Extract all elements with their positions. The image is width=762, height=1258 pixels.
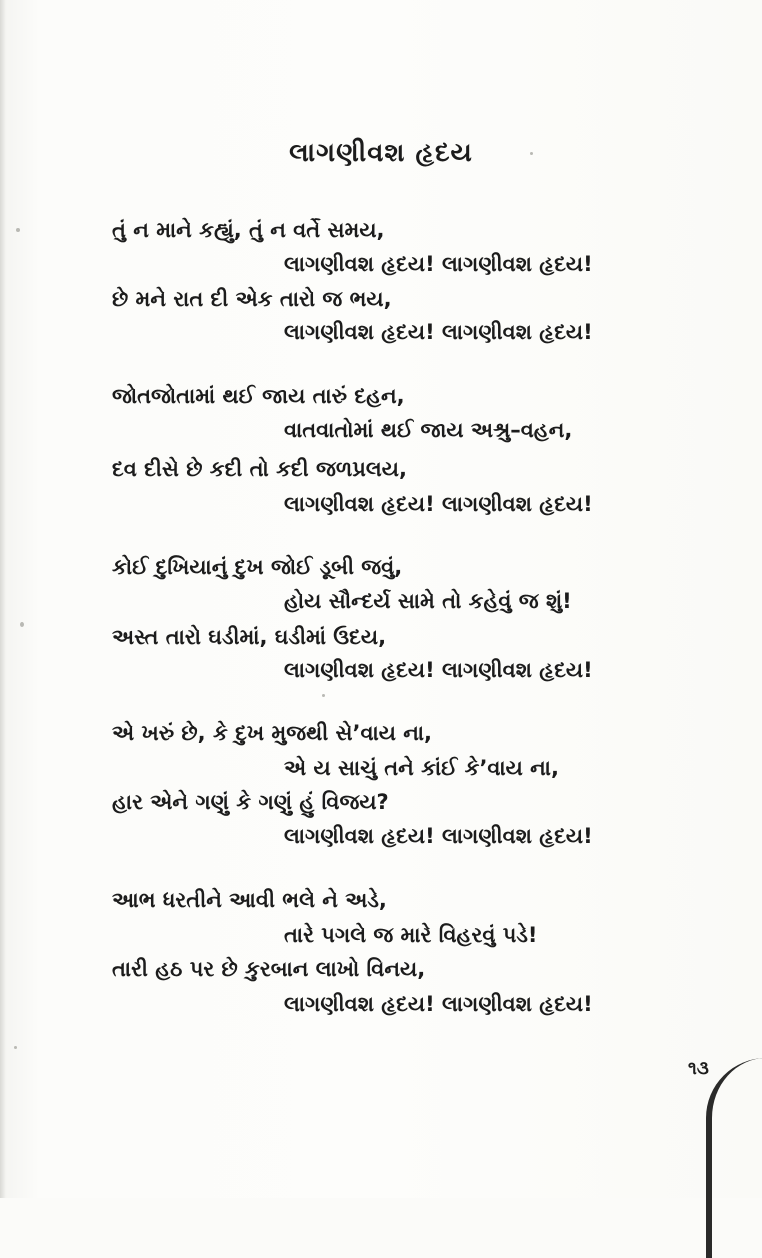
poem-refrain: લાગણીવશ હૃદય! લાગણીવશ હૃદય! (284, 824, 593, 848)
poem-refrain: લાગણીવશ હૃદય! લાગણીવશ હૃદય! (284, 658, 593, 682)
poem-line: હોય સૌન્દર્ય સામે તો કહેવું જ શું! (284, 589, 572, 613)
paper-speck (16, 228, 20, 232)
page-number: ૧૩ (688, 1058, 709, 1079)
paper-speck (322, 694, 325, 697)
poem-line: તારે પગલે જ મારે વિહરવું પડે! (284, 923, 538, 947)
page-corner-curl (706, 1058, 762, 1258)
paper-speck (14, 1046, 17, 1049)
poem-refrain: લાગણીવશ હૃદય! લાગણીવશ હૃદય! (284, 252, 593, 276)
poem-refrain: લાગણીવશ હૃદય! લાગણીવશ હૃદય! (284, 320, 593, 344)
poem-line: હાર એને ગણું કે ગણું હું વિજય? (112, 790, 389, 814)
poem-line: એ ખરું છે, કે દુખ મુજથી સે’વાય ના, (112, 721, 433, 745)
paper-speck (20, 622, 24, 627)
poem-title: લાગણીવશ હૃદય (289, 138, 473, 168)
poem-line: આભ ધરતીને આવી ભલે ને અડે, (112, 888, 387, 912)
poem-line: તું ન માને કહ્યું, તું ન વર્તે સમય, (112, 218, 385, 242)
poem-line: એ ય સાચું તને કાંઈ કે’વાય ના, (284, 756, 559, 780)
poem-line: દવ દીસે છે કદી તો કદી જળપ્રલય, (112, 457, 407, 481)
poem-line: જોતજોતામાં થઈ જાય તારું દહન, (112, 384, 405, 408)
paper-speck (530, 152, 533, 155)
page-binding-edge (0, 0, 6, 1198)
poem-refrain: લાગણીવશ હૃદય! લાગણીવશ હૃદય! (284, 992, 593, 1016)
poem-line: અસ્ત તારો ઘડીમાં, ઘડીમાં ઉદય, (112, 625, 387, 649)
poem-line: છે મને રાત દી એક તારો જ ભય, (112, 287, 392, 311)
poem-refrain: લાગણીવશ હૃદય! લાગણીવશ હૃદય! (284, 492, 593, 516)
poem-line: તારી હઠ પર છે કુરબાન લાખો વિનય, (112, 957, 426, 981)
poem-line: વાતવાતોમાં થઈ જાય અશ્રુ–વહન, (284, 418, 573, 442)
poem-line: કોઈ દુખિયાનું દુખ જોઈ ડૂબી જવું, (112, 555, 403, 579)
